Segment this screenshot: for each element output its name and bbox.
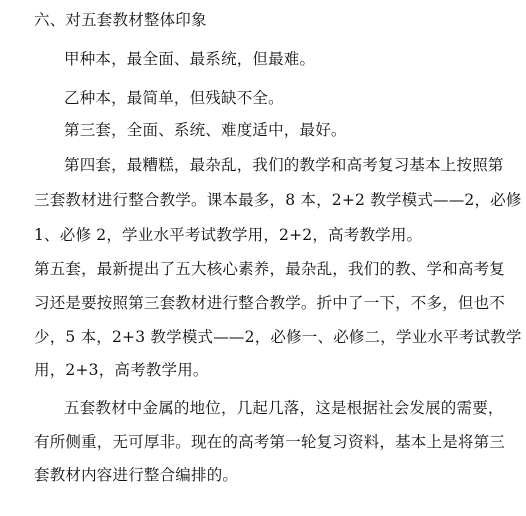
- paragraph-line: 第三套，全面、系统、难度适中，最好。: [64, 121, 347, 139]
- paragraph-line: 习还是要按照第三套教材进行整合教学。折中了一下，不多，但也不: [34, 294, 506, 312]
- paragraph-line: 用，2+3，高考教学用。: [34, 361, 209, 379]
- paragraph-line: 少，5 本，2+3 教学模式——2，必修一、必修二，学业水平考试教学: [34, 328, 522, 346]
- paragraph-line: 有所侧重，无可厚非。现在的高考第一轮复习资料，基本上是将第三: [34, 433, 506, 451]
- section-heading: 六、对五套教材整体印象: [34, 11, 207, 29]
- paragraph-line: 第五套，最新提出了五大核心素养，最杂乱，我们的教、学和高考复: [34, 260, 506, 278]
- paragraph-line: 乙种本，最简单，但残缺不全。: [64, 89, 284, 107]
- paragraph-line: 甲种本，最全面、最系统，但最难。: [64, 50, 316, 68]
- paragraph-line: 第四套，最糟糕，最杂乱，我们的教学和高考复习基本上按照第: [64, 156, 504, 174]
- paragraph-line: 三套教材进行整合教学。课本最多，8 本，2+2 教学模式——2，必修: [34, 191, 522, 209]
- paragraph-line: 套教材内容进行整合编排的。: [34, 466, 239, 484]
- paragraph-line: 五套教材中金属的地位，几起几落，这是根据社会发展的需要，: [64, 399, 504, 417]
- paragraph-line: 1、必修 2，学业水平考试教学用，2+2，高考教学用。: [34, 226, 423, 244]
